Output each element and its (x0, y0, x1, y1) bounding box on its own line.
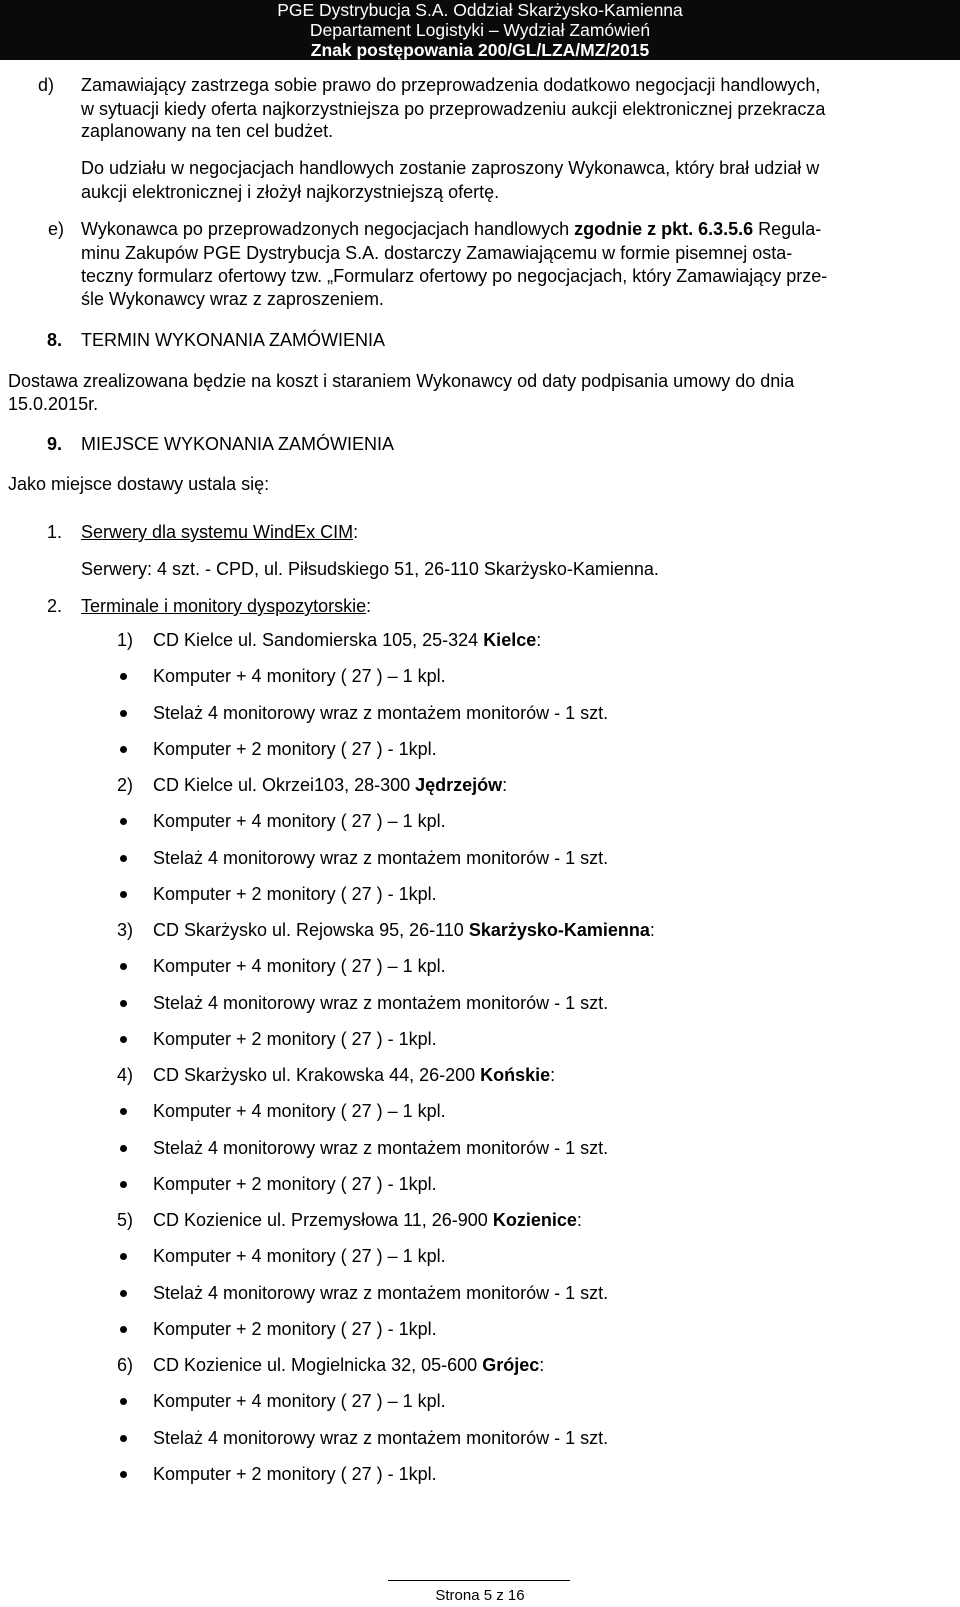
location-marker: 1) (117, 630, 134, 650)
equipment-item: Komputer + 2 monitory ( 27 ) - 1kpl. (153, 1319, 437, 1339)
item-e-line: Wykonawca po przeprowadzonych negocjacjach handlowych zgodnie z pkt. 6.3.5.6 Regula- (81, 219, 822, 239)
equipment-item: Komputer + 4 monitory ( 27 ) – 1 kpl. (153, 1391, 446, 1411)
bullet-icon (120, 1108, 127, 1115)
bullet-icon (120, 1145, 127, 1152)
point-2-heading: Terminale i monitory dyspozytorskie: (81, 596, 372, 616)
header-department: Departament Logistyki – Wydział Zamówień (309, 20, 651, 40)
bullet-icon (120, 1036, 127, 1043)
equipment-item: Komputer + 2 monitory ( 27 ) - 1kpl. (153, 884, 437, 904)
equipment-item: Komputer + 4 monitory ( 27 ) – 1 kpl. (153, 666, 446, 686)
section-9-intro: Jako miejsce dostawy ustala się: (8, 474, 270, 494)
location-marker: 3) (117, 920, 134, 940)
footer-divider (388, 1580, 570, 1581)
equipment-item: Komputer + 4 monitory ( 27 ) – 1 kpl. (153, 956, 446, 976)
bullet-icon (120, 1253, 127, 1260)
section-8-number: 8. (47, 330, 63, 350)
bullet-icon (120, 1435, 127, 1442)
item-d-line: zaplanowany na ten cel budżet. (81, 121, 334, 141)
bullet-icon (120, 1000, 127, 1007)
point-1-number: 1. (47, 522, 63, 542)
point-2-title: Terminale i monitory dyspozytorskie (81, 596, 367, 616)
bullet-icon (120, 673, 127, 680)
equipment-item: Komputer + 2 monitory ( 27 ) - 1kpl. (153, 1464, 437, 1484)
location-city: Kielce (483, 630, 537, 650)
section-8-text: 15.0.2015r. (8, 394, 99, 414)
item-e-marker: e) (48, 219, 65, 239)
location-address: CD Kielce ul. Okrzei103, 28-300 Jędrzejów: (153, 775, 508, 795)
location-address: CD Kielce ul. Sandomierska 105, 25-324 Kielce: (153, 630, 542, 650)
section-9-number: 9. (47, 434, 63, 454)
equipment-item: Stelaż 4 monitorowy wraz z montażem monitorów - 1 szt. (153, 703, 609, 723)
section-8-text: Dostawa zrealizowana będzie na koszt i staraniem Wykonawcy od daty podpisania umowy do dnia (8, 371, 795, 391)
point-2-number: 2. (47, 596, 63, 616)
header-company: PGE Dystrybucja S.A. Oddział Skarżysko-Kamienna (277, 0, 683, 20)
bullet-icon (120, 818, 127, 825)
location-city: Skarżysko-Kamienna (468, 920, 650, 940)
location-marker: 6) (117, 1355, 134, 1375)
section-8-title: TERMIN WYKONANIA ZAMÓWIENIA (81, 330, 386, 350)
item-e-line: śle Wykonawcy wraz z zaproszeniem. (81, 289, 384, 309)
bullet-icon (120, 855, 127, 862)
location-city: Jędrzejów (415, 775, 503, 795)
page-number: Strona 5 z 16 (435, 1587, 525, 1604)
bullet-icon (120, 1398, 127, 1405)
location-address: CD Kozienice ul. Mogielnicka 32, 05-600 Grójec: (153, 1355, 545, 1375)
equipment-item: Stelaż 4 monitorowy wraz z montażem monitorów - 1 szt. (153, 848, 609, 868)
bullet-icon (120, 1290, 127, 1297)
item-d-line: aukcji elektronicznej i złożył najkorzystniejszą ofertę. (81, 182, 500, 202)
bullet-icon (120, 1471, 127, 1478)
bullet-icon (120, 1181, 127, 1188)
item-e-reference: zgodnie z pkt. 6.3.5.6 (574, 219, 754, 239)
equipment-item: Stelaż 4 monitorowy wraz z montażem monitorów - 1 szt. (153, 1428, 609, 1448)
item-d-marker: d) (38, 75, 55, 95)
item-e-line: minu Zakupów PGE Dystrybucja S.A. dostarczy Zamawiającemu w formie pisemnej osta- (81, 243, 793, 263)
point-1-text: Serwery: 4 szt. - CPD, ul. Piłsudskiego 51, 26-110 Skarżysko-Kamienna. (81, 559, 659, 579)
item-d-line: Do udziału w negocjacjach handlowych zostanie zaproszony Wykonawca, który brał udział w (81, 158, 820, 178)
location-marker: 2) (117, 775, 134, 795)
equipment-item: Stelaż 4 monitorowy wraz z montażem monitorów - 1 szt. (153, 993, 609, 1013)
location-address: CD Kozienice ul. Przemysłowa 11, 26-900 Kozienice: (153, 1210, 582, 1230)
equipment-item: Komputer + 4 monitory ( 27 ) – 1 kpl. (153, 1246, 446, 1266)
equipment-item: Komputer + 4 monitory ( 27 ) – 1 kpl. (153, 1101, 446, 1121)
location-address: CD Skarżysko ul. Krakowska 44, 26-200 Końskie: (153, 1065, 556, 1085)
equipment-item: Komputer + 4 monitory ( 27 ) – 1 kpl. (153, 811, 446, 831)
equipment-item: Stelaż 4 monitorowy wraz z montażem monitorów - 1 szt. (153, 1283, 609, 1303)
point-1-heading: Serwery dla systemu WindEx CIM: (81, 522, 359, 542)
location-city: Końskie (480, 1065, 551, 1085)
equipment-item: Stelaż 4 monitorowy wraz z montażem monitorów - 1 szt. (153, 1138, 609, 1158)
equipment-item: Komputer + 2 monitory ( 27 ) - 1kpl. (153, 739, 437, 759)
location-city: Grójec (482, 1355, 540, 1375)
location-city: Kozienice (492, 1210, 577, 1230)
bullet-icon (120, 891, 127, 898)
location-marker: 5) (117, 1210, 134, 1230)
item-d-line: w sytuacji kiedy oferta najkorzystniejsza po przeprowadzeniu aukcji elektronicznej przekracza (81, 99, 826, 119)
bullet-icon (120, 963, 127, 970)
section-9-title: MIEJSCE WYKONANIA ZAMÓWIENIA (81, 434, 395, 454)
header-case-number: Znak postępowania 200/GL/LZA/MZ/2015 (310, 40, 650, 60)
bullet-icon (120, 710, 127, 717)
item-d-line: Zamawiający zastrzega sobie prawo do przeprowadzenia dodatkowo negocjacji handlowych, (81, 75, 821, 95)
location-marker: 4) (117, 1065, 134, 1085)
point-1-title: Serwery dla systemu WindEx CIM (81, 522, 354, 542)
bullet-icon (120, 746, 127, 753)
location-address: CD Skarżysko ul. Rejowska 95, 26-110 Skarżysko-Kamienna: (153, 920, 655, 940)
equipment-item: Komputer + 2 monitory ( 27 ) - 1kpl. (153, 1174, 437, 1194)
bullet-icon (120, 1326, 127, 1333)
equipment-item: Komputer + 2 monitory ( 27 ) - 1kpl. (153, 1029, 437, 1049)
document-header (0, 0, 960, 60)
item-e-line: teczny formularz ofertowy tzw. „Formularz ofertowy po negocjacjach, który Zamawiający prze- (81, 266, 828, 286)
